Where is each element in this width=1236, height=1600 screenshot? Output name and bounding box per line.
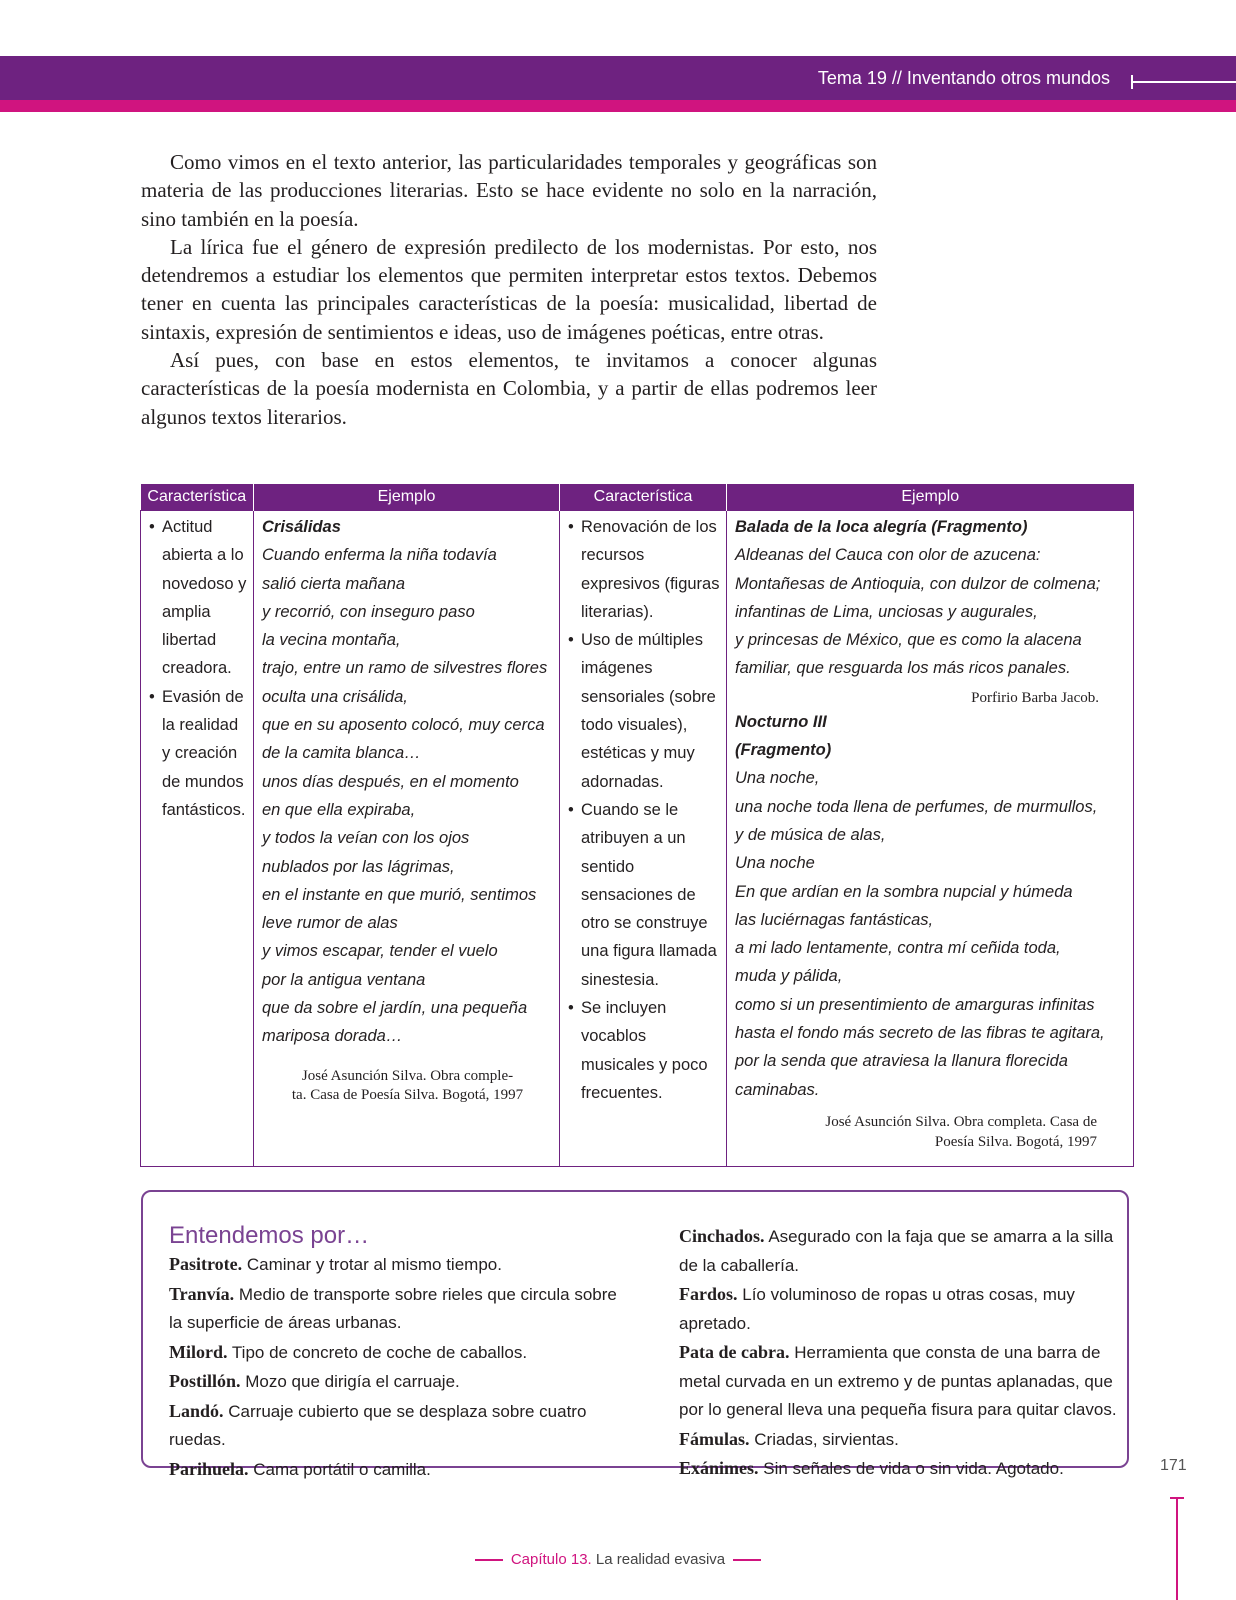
glossary-entry bbox=[169, 1338, 629, 1368]
glossary-entry bbox=[169, 1250, 629, 1280]
footer bbox=[0, 1551, 1236, 1568]
intro-paragraph: La lírica fue el género de expresión predilecto de los modernistas. Por esto, nos detendremos a estudiar los elementos que permiten interpretar estos textos. Debemos tener en cuenta las principales características de la poesía: musicalidad, libertad de sintaxis, expresión de sentimientos e ideas, uso de imágenes poéticas, entre otras. bbox=[141, 234, 877, 344]
poem-line: que en su aposento colocó, muy cerca bbox=[262, 716, 545, 735]
poem-line: y todos la veían con los ojos bbox=[262, 829, 470, 848]
header-rule bbox=[1131, 81, 1236, 83]
poem-line: salió cierta mañana bbox=[262, 574, 406, 593]
poem-line: nublados por las lágrimas, bbox=[262, 857, 455, 876]
footer-rule-right bbox=[733, 1559, 761, 1561]
glossary-definition: Criadas, sirvientas. bbox=[754, 1429, 899, 1449]
credit-line: José Asunción Silva. Obra completa. Casa de bbox=[825, 1113, 1097, 1130]
table-header: Ejemplo bbox=[727, 484, 1134, 511]
poem-title-line: (Fragmento) bbox=[735, 741, 832, 760]
glossary-heading: Entendemos por… bbox=[169, 1222, 370, 1249]
poem-line: y recorrió, con inseguro paso bbox=[262, 602, 475, 621]
glossary-term: Cinchados. bbox=[679, 1226, 765, 1246]
example-cell-1 bbox=[254, 511, 560, 1167]
poem-line: y de música de alas, bbox=[735, 825, 886, 844]
header-stripe bbox=[0, 100, 1236, 112]
glossary-term: Parihuela. bbox=[169, 1458, 249, 1479]
glossary-definition: Medio de transporte sobre rieles que circula sobre la superficie de áreas urbanas. bbox=[169, 1284, 617, 1332]
table-row bbox=[141, 511, 1134, 1167]
poem-line: oculta una crisálida, bbox=[262, 687, 408, 706]
list-item: • Cuando se le atribuyen a un sentido sensaciones de otro se construye una figura llamada sinestesia. bbox=[568, 796, 720, 994]
poem-line: por la senda que atraviesa la llanura florecida bbox=[735, 1052, 1068, 1071]
glossary-entry bbox=[679, 1338, 1119, 1425]
glossary-term: Milord. bbox=[169, 1341, 228, 1362]
glossary-definition: Asegurado con la faja que se amarra a la silla de la caballería. bbox=[679, 1227, 1114, 1275]
characteristics-cell-2 bbox=[560, 511, 727, 1167]
footer-chapter: Capítulo 13. bbox=[510, 1551, 592, 1568]
glossary-entry bbox=[679, 1222, 1119, 1280]
glossary-box bbox=[141, 1190, 1129, 1479]
credit-line: José Asunción Silva. Obra comple- bbox=[301, 1067, 514, 1084]
characteristics-list bbox=[568, 513, 720, 1107]
page-number: 171 bbox=[1160, 1457, 1187, 1474]
header-title: Tema 19 // Inventando otros mundos bbox=[817, 68, 1110, 88]
glossary-definition: Tipo de concreto de coche de caballos. bbox=[231, 1342, 528, 1362]
credit-line: Poesía Silva. Bogotá, 1997 bbox=[934, 1133, 1097, 1150]
poem-line: la vecina montaña, bbox=[262, 631, 401, 650]
poem-credit bbox=[262, 1051, 553, 1105]
list-item: • Evasión de la realidad y creación de mundos fantásticos. bbox=[149, 683, 247, 824]
glossary-definition: Herramienta que consta de una barra de metal curvada en un extremo y de puntas aplanadas, que por lo general lleva una pequeña fisura para quitar clavos. bbox=[679, 1343, 1117, 1419]
table-header: Característica bbox=[560, 484, 727, 511]
poem-title-line: Nocturno III bbox=[735, 712, 827, 731]
glossary-definition: Cama portátil o camilla. bbox=[253, 1459, 431, 1479]
credit-line: ta. Casa de Poesía Silva. Bogotá, 1997 bbox=[291, 1086, 524, 1103]
poem-line: una noche toda llena de perfumes, de murmullos, bbox=[735, 797, 1098, 816]
poem-line: en el instante en que murió, sentimos bbox=[262, 885, 537, 904]
table-header-row bbox=[141, 484, 1134, 511]
poem-line: en que ella expiraba, bbox=[262, 800, 416, 819]
glossary-term: Fardos. bbox=[679, 1284, 738, 1304]
poem-line: infantinas de Lima, unciosas y augurales, bbox=[735, 602, 1038, 621]
glossary-definition: Lío voluminoso de ropas u otras cosas, muy apretado. bbox=[679, 1285, 1075, 1333]
poem-line: familiar, que resguarda los más ricos panales. bbox=[735, 659, 1071, 678]
poem-line: Cuando enferma la niña todavía bbox=[262, 546, 497, 565]
glossary-term: Landó. bbox=[169, 1400, 224, 1421]
poem-line: muda y pálida, bbox=[735, 967, 843, 986]
poem-body bbox=[735, 764, 1127, 1104]
poem-line: trajo, entre un ramo de silvestres flores bbox=[262, 659, 548, 678]
poem-line: unos días después, en el momento bbox=[262, 772, 519, 791]
intro-text bbox=[141, 148, 877, 431]
poem-line: como si un presentimiento de amarguras infinitas bbox=[735, 995, 1095, 1014]
poem-line: mariposa dorada… bbox=[262, 1027, 403, 1046]
poem-title bbox=[735, 708, 1127, 765]
poem-title: Balada de la loca alegría (Fragmento) bbox=[735, 518, 1028, 536]
poem-line: hasta el fondo más secreto de las fibras te agitara, bbox=[735, 1024, 1105, 1043]
table-header: Característica bbox=[141, 484, 254, 511]
poem-line: y princesas de México, que es como la alacena bbox=[735, 631, 1082, 650]
poem-line: de la camita blanca… bbox=[262, 744, 421, 763]
glossary-term: Fámulas. bbox=[679, 1428, 750, 1449]
characteristics-list bbox=[149, 513, 247, 824]
example-cell-2 bbox=[727, 511, 1134, 1167]
list-item: • Se incluyen vocablos musicales y poco frecuentes. bbox=[568, 994, 720, 1107]
glossary-entry bbox=[679, 1280, 1119, 1338]
glossary-term: Postillón. bbox=[169, 1371, 241, 1391]
intro-paragraph: Como vimos en el texto anterior, las particularidades temporales y geográficas son materia de las producciones literarias. Esto se hace evidente no solo en la narración, sino también en la poesía. bbox=[141, 150, 877, 231]
glossary-definition: Sin señales de vida o sin vida. Agotado. bbox=[763, 1459, 1064, 1478]
glossary-term: Tranvía. bbox=[169, 1283, 235, 1304]
table-header: Ejemplo bbox=[254, 484, 560, 511]
list-item: • Uso de múltiples imágenes sensoriales (sobre todo visuales), estéticas y muy adornadas. bbox=[568, 626, 720, 796]
glossary-term: Pata de cabra. bbox=[679, 1342, 790, 1362]
poem-line: que da sobre el jardín, una pequeña bbox=[262, 999, 528, 1018]
poem-line: caminabas. bbox=[735, 1080, 820, 1099]
glossary-entry bbox=[679, 1425, 1119, 1455]
glossary-entry bbox=[169, 1455, 629, 1485]
glossary-entry bbox=[169, 1367, 629, 1397]
poem-credit bbox=[735, 1104, 1127, 1152]
glossary-definition: Carruaje cubierto que se desplaza sobre cuatro ruedas. bbox=[169, 1401, 587, 1449]
glossary-column-left bbox=[169, 1222, 629, 1484]
poem-line: En que ardían en la sombra nupcial y húmeda bbox=[735, 882, 1073, 901]
poem-line: Aldeanas del Cauca con olor de azucena: bbox=[735, 546, 1041, 565]
glossary-entry bbox=[169, 1397, 629, 1455]
characteristics-cell-1 bbox=[141, 511, 254, 1167]
glossary-term: Pasitrote. bbox=[169, 1254, 243, 1274]
glossary-entry bbox=[679, 1454, 1119, 1484]
poem-line: leve rumor de alas bbox=[262, 914, 398, 933]
glossary-entry bbox=[169, 1280, 629, 1338]
poem-line: Una noche, bbox=[735, 769, 820, 788]
poem-line: y vimos escapar, tender el vuelo bbox=[262, 942, 498, 961]
poem-title: Crisálidas bbox=[262, 518, 341, 536]
poem-body bbox=[735, 541, 1127, 682]
intro-paragraph: Así pues, con base en estos elementos, te invitamos a conocer algunas características de la poesía modernista en Colombia, y a partir de ellas podremos leer algunos textos literarios. bbox=[141, 348, 877, 429]
characteristics-table bbox=[140, 484, 1134, 1167]
poem-author: Porfirio Barba Jacob. bbox=[971, 689, 1099, 706]
poem-line: Montañesas de Antioquia, con dulzor de colmena; bbox=[735, 574, 1101, 593]
poem-line: las luciérnagas fantásticas, bbox=[735, 910, 934, 929]
poem-line: a mi lado lentamente, contra mí ceñida toda, bbox=[735, 939, 1061, 958]
poem-line: Una noche bbox=[735, 854, 815, 873]
footer-rule-left bbox=[475, 1559, 503, 1561]
footer-title: La realidad evasiva bbox=[595, 1551, 726, 1568]
poem-body bbox=[262, 541, 553, 1050]
glossary-term: Exánimes. bbox=[679, 1458, 759, 1478]
list-item: • Actitud abierta a lo novedoso y amplia libertad creadora. bbox=[149, 513, 247, 683]
glossary-definition: Caminar y trotar al mismo tiempo. bbox=[246, 1255, 502, 1274]
poem-line: por la antigua ventana bbox=[262, 970, 426, 989]
glossary-definition: Mozo que dirigía el carruaje. bbox=[245, 1372, 460, 1391]
side-rule bbox=[1176, 1497, 1178, 1600]
glossary-column-right bbox=[679, 1222, 1119, 1484]
list-item: • Renovación de los recursos expresivos (figuras literarias). bbox=[568, 513, 720, 626]
